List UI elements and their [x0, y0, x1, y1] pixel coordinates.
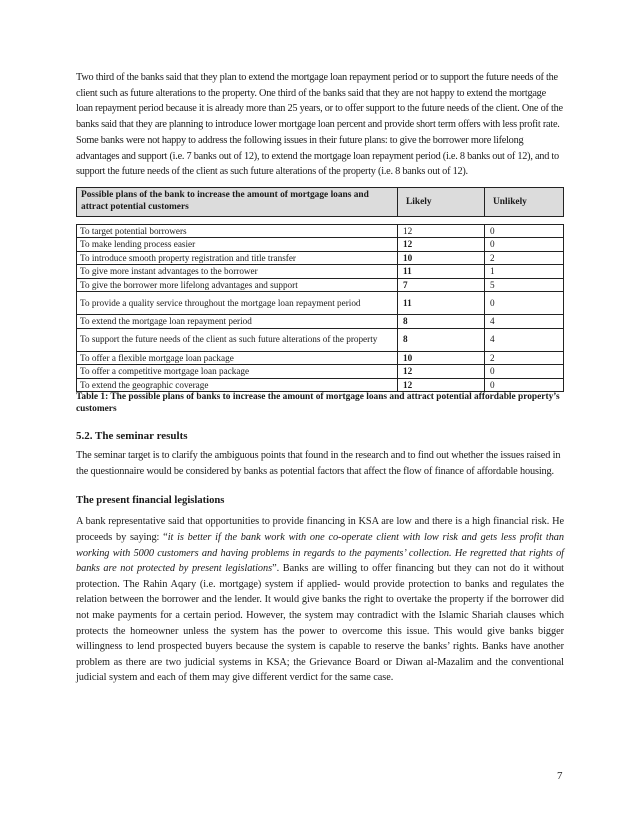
row-unlikely: 0: [485, 292, 564, 315]
row-plan: To give the borrower more lifelong advantages and support: [77, 278, 398, 292]
row-unlikely: 0: [485, 365, 564, 379]
row-likely: 12: [398, 378, 485, 392]
header-unlikely: Unlikely: [485, 187, 564, 216]
section-heading: 5.2. The seminar results: [76, 430, 188, 443]
row-plan: To support the future needs of the client as such future alterations of the property: [77, 328, 398, 351]
table-row: [77, 351, 564, 365]
subsection-heading: The present financial legislations: [76, 495, 225, 507]
row-plan: To make lending process easier: [77, 238, 398, 252]
intro-paragraph: Two third of the banks said that they plan to extend the mortgage loan repayment period or to support the future needs of the client such as future alterations to the property. One third of the banks said that they are not happy to extend the mortgage loan repayment period because it is already more than 25 years, or to offer support to the future needs of the client. One of the banks said that they are planning to introduce lower mortgage loan percent and provide short term offers with less profit rate. Some banks were not happy to address the following issues in their future plans: to give the borrower more lifelong advantages and support (i.e. 7 banks out of 12), to extend the mortgage loan repayment period (i.e. 8 banks out of 12), and to support the future needs of the client as such future alterations of the property (i.e. 8 banks out of 12).: [76, 72, 563, 178]
row-likely: 11: [398, 292, 485, 315]
table-row: [77, 328, 564, 351]
table-row: [77, 365, 564, 379]
table-row: [77, 278, 564, 292]
row-likely: 12: [398, 238, 485, 252]
row-unlikely: 4: [485, 328, 564, 351]
table-row: [77, 315, 564, 329]
row-unlikely: 0: [485, 238, 564, 252]
row-plan: To give more instant advantages to the borrower: [77, 265, 398, 279]
row-plan: To offer a competitive mortgage loan package: [77, 365, 398, 379]
quote-text: it is better if the bank work with one co-operate client with low risk and gets less profit than working with 5000 customers and having problems in regards to the payments’ collection. He regretted that rights of banks are not protected by present legislations: [76, 532, 564, 575]
row-unlikely: 2: [485, 251, 564, 265]
table-row: [77, 378, 564, 392]
table-header: [76, 187, 564, 217]
row-likely: 10: [398, 251, 485, 265]
row-unlikely: 2: [485, 351, 564, 365]
plans-table: [76, 224, 564, 393]
row-unlikely: 0: [485, 378, 564, 392]
row-likely: 8: [398, 328, 485, 351]
table-caption: Table 1: The possible plans of banks to increase the amount of mortgage loans and attract potential affordable property’s customers: [76, 392, 560, 415]
row-likely: 12: [398, 224, 485, 238]
row-plan: To extend the geographic coverage: [77, 378, 398, 392]
header-likely: Likely: [398, 187, 485, 216]
row-plan: To extend the mortgage loan repayment period: [77, 315, 398, 329]
table-row: [77, 251, 564, 265]
row-unlikely: 5: [485, 278, 564, 292]
row-likely: 11: [398, 265, 485, 279]
document-page: [76, 70, 564, 686]
row-plan: To introduce smooth property registration and title transfer: [77, 251, 398, 265]
table-row: [77, 238, 564, 252]
table-header-row: [77, 187, 564, 216]
row-likely: 8: [398, 315, 485, 329]
row-likely: 10: [398, 351, 485, 365]
row-plan: To offer a flexible mortgage loan package: [77, 351, 398, 365]
page-number: 7: [557, 770, 563, 782]
row-likely: 7: [398, 278, 485, 292]
row-plan: To provide a quality service throughout the mortgage loan repayment period: [77, 292, 398, 315]
subsection-paragraph: [76, 514, 564, 686]
row-plan: To target potential borrowers: [77, 224, 398, 238]
table-row: [77, 292, 564, 315]
row-unlikely: 1: [485, 265, 564, 279]
header-plan: Possible plans of the bank to increase the amount of mortgage loans and attract potential customers: [77, 187, 398, 216]
table-row: [77, 224, 564, 238]
row-likely: 12: [398, 365, 485, 379]
table-row: [77, 265, 564, 279]
row-unlikely: 4: [485, 315, 564, 329]
paragraph-intro: A bank representative said that opportunities to provide financing in KSA are low and there is a high financial risk. He proceeds by saying: “: [76, 516, 564, 544]
row-unlikely: 0: [485, 224, 564, 238]
section-paragraph: The seminar target is to clarify the ambiguous points that found in the research and to find out whether the issues raised in the questionnaire would be considered by banks as potential factors that affect the flow of finance of affordable housing.: [76, 450, 561, 477]
paragraph-rest: ”. Banks are willing to offer financing but they can not do it without protection. The Rahin Aqary (i.e. mortgage) system if applied- would provide protection to banks and regulates the relation between the borrower and the lender. It would give banks the right to overtake the property if the borrower did not make payments for a certain period. However, the system may contradict with the Islamic Shariah clauses which protects the homeowner unless the system has the power to overcome this issue. This would give banks bigger willingness to lend prospected buyers because the system is capable to reserve the banks’ rights. Banks have another problem as there are two judicial systems in KSA; the Grievance Board or Diwan al-Mazalim and the conventional judicial system and each of them may give different verdict for the same case.: [76, 563, 564, 684]
